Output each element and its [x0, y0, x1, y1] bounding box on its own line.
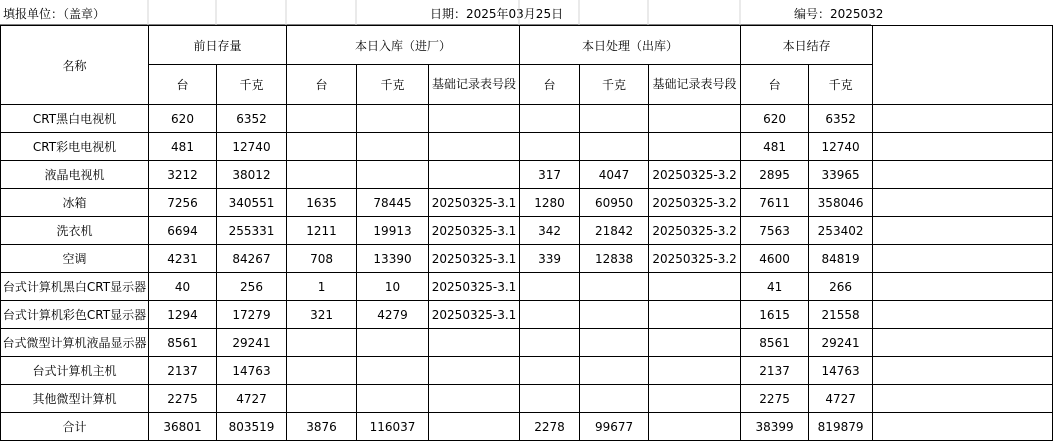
in-kg-cell[interactable]: [357, 105, 429, 133]
out-count-cell[interactable]: [520, 133, 580, 161]
item-name-cell[interactable]: 其他微型计算机: [1, 385, 149, 413]
out-record-cell[interactable]: 20250325-3.2: [649, 161, 741, 189]
out-kg-cell[interactable]: 4047: [580, 161, 649, 189]
end-count-cell[interactable]: 7563: [741, 217, 809, 245]
out-count-cell[interactable]: [520, 301, 580, 329]
in-record-cell[interactable]: [429, 357, 520, 385]
end-kg-header: 千克: [809, 65, 873, 105]
inventory-table: [0, 25, 1053, 441]
in-record-cell[interactable]: [429, 413, 520, 441]
number-label: 编号：2025032: [794, 7, 884, 21]
table-row: [1, 413, 1053, 441]
prev-kg-header: 千克: [217, 65, 287, 105]
out-count-cell[interactable]: [520, 105, 580, 133]
table-row: [1, 189, 1053, 217]
col-end-header: 本日结存: [741, 26, 873, 65]
end-kg-cell[interactable]: 21558: [809, 301, 873, 329]
out-record-cell[interactable]: 20250325-3.2: [649, 245, 741, 273]
prev-count-cell[interactable]: 4231: [149, 245, 217, 273]
in-count-cell[interactable]: 1: [287, 273, 357, 301]
out-record-cell[interactable]: [649, 105, 741, 133]
prev-kg-cell[interactable]: 255331: [217, 217, 287, 245]
in-count-header: 台: [287, 65, 357, 105]
in-kg-cell[interactable]: 19913: [357, 217, 429, 245]
in-count-cell[interactable]: 708: [287, 245, 357, 273]
col-in-header: 本日入库（进厂）: [287, 26, 520, 65]
out-record-cell[interactable]: [649, 385, 741, 413]
col-name-header: 名称: [1, 26, 149, 105]
item-name-cell[interactable]: 台式计算机主机: [1, 357, 149, 385]
end-kg-cell[interactable]: 253402: [809, 217, 873, 245]
end-kg-cell[interactable]: 84819: [809, 245, 873, 273]
in-count-cell[interactable]: 1635: [287, 189, 357, 217]
prev-count-header: 台: [149, 65, 217, 105]
prev-kg-cell[interactable]: 803519: [217, 413, 287, 441]
end-kg-cell[interactable]: 358046: [809, 189, 873, 217]
item-name-cell[interactable]: CRT彩电电视机: [1, 133, 149, 161]
out-count-cell[interactable]: [520, 385, 580, 413]
in-kg-cell[interactable]: [357, 385, 429, 413]
prev-count-cell[interactable]: 620: [149, 105, 217, 133]
in-count-cell[interactable]: [287, 161, 357, 189]
end-kg-cell[interactable]: 6352: [809, 105, 873, 133]
in-count-cell[interactable]: 3876: [287, 413, 357, 441]
out-kg-cell[interactable]: 60950: [580, 189, 649, 217]
item-name-cell[interactable]: CRT黑白电视机: [1, 105, 149, 133]
table-row: [1, 217, 1053, 245]
out-count-cell[interactable]: 1280: [520, 189, 580, 217]
end-count-header: 台: [741, 65, 809, 105]
end-kg-cell[interactable]: 4727: [809, 385, 873, 413]
prev-kg-cell[interactable]: 256: [217, 273, 287, 301]
table-row: [1, 105, 1053, 133]
overflow-cell[interactable]: [873, 133, 1053, 161]
in-record-cell[interactable]: 20250325-3.1: [429, 273, 520, 301]
table-row: [1, 357, 1053, 385]
in-kg-cell[interactable]: 78445: [357, 189, 429, 217]
col-prev-header: 前日存量: [149, 26, 287, 65]
prev-count-cell[interactable]: 6694: [149, 217, 217, 245]
out-kg-cell[interactable]: 12838: [580, 245, 649, 273]
prev-kg-cell[interactable]: 12740: [217, 133, 287, 161]
item-name-cell[interactable]: 液晶电视机: [1, 161, 149, 189]
in-kg-cell[interactable]: 13390: [357, 245, 429, 273]
end-kg-cell[interactable]: 819879: [809, 413, 873, 441]
in-kg-cell[interactable]: [357, 161, 429, 189]
end-count-cell[interactable]: 481: [741, 133, 809, 161]
in-count-cell[interactable]: [287, 329, 357, 357]
end-count-cell[interactable]: 1615: [741, 301, 809, 329]
overflow-cell[interactable]: [873, 245, 1053, 273]
out-record-cell[interactable]: 20250325-3.2: [649, 189, 741, 217]
in-record-header: 基础记录表号段: [429, 65, 520, 105]
out-count-cell[interactable]: [520, 329, 580, 357]
out-record-cell[interactable]: [649, 413, 741, 441]
prev-count-cell[interactable]: 40: [149, 273, 217, 301]
in-record-cell[interactable]: 20250325-3.1: [429, 217, 520, 245]
prev-count-cell[interactable]: 7256: [149, 189, 217, 217]
overflow-cell[interactable]: [873, 217, 1053, 245]
end-kg-cell[interactable]: 266: [809, 273, 873, 301]
in-record-cell[interactable]: 20250325-3.1: [429, 189, 520, 217]
out-kg-cell[interactable]: [580, 329, 649, 357]
in-count-cell[interactable]: [287, 133, 357, 161]
out-count-cell[interactable]: [520, 357, 580, 385]
out-kg-cell[interactable]: [580, 385, 649, 413]
in-record-cell[interactable]: 20250325-3.1: [429, 245, 520, 273]
item-name-cell[interactable]: 台式微型计算机液晶显示器: [1, 329, 149, 357]
out-kg-cell[interactable]: [580, 301, 649, 329]
prev-count-cell[interactable]: 36801: [149, 413, 217, 441]
prev-kg-cell[interactable]: 29241: [217, 329, 287, 357]
prev-count-cell[interactable]: 2275: [149, 385, 217, 413]
end-count-cell[interactable]: 2275: [741, 385, 809, 413]
overflow-column: [873, 26, 1053, 105]
end-kg-cell[interactable]: 33965: [809, 161, 873, 189]
in-record-cell[interactable]: [429, 105, 520, 133]
out-count-cell[interactable]: 339: [520, 245, 580, 273]
end-count-cell[interactable]: 41: [741, 273, 809, 301]
out-kg-cell[interactable]: [580, 105, 649, 133]
out-kg-cell[interactable]: 21842: [580, 217, 649, 245]
end-kg-cell[interactable]: 29241: [809, 329, 873, 357]
out-record-header: 基础记录表号段: [649, 65, 741, 105]
end-count-cell[interactable]: 620: [741, 105, 809, 133]
end-count-cell[interactable]: 8561: [741, 329, 809, 357]
overflow-cell[interactable]: [873, 357, 1053, 385]
in-count-cell[interactable]: [287, 385, 357, 413]
in-record-cell[interactable]: [429, 329, 520, 357]
out-record-cell[interactable]: [649, 273, 741, 301]
out-record-cell[interactable]: [649, 133, 741, 161]
in-kg-cell[interactable]: 10: [357, 273, 429, 301]
in-kg-cell[interactable]: [357, 133, 429, 161]
table-row: [1, 245, 1053, 273]
out-record-cell[interactable]: [649, 329, 741, 357]
prev-kg-cell[interactable]: 84267: [217, 245, 287, 273]
overflow-cell[interactable]: [873, 189, 1053, 217]
in-kg-cell[interactable]: 4279: [357, 301, 429, 329]
out-kg-header: 千克: [580, 65, 649, 105]
out-count-cell[interactable]: 2278: [520, 413, 580, 441]
in-count-cell[interactable]: 1211: [287, 217, 357, 245]
out-kg-cell[interactable]: 99677: [580, 413, 649, 441]
in-record-cell[interactable]: [429, 385, 520, 413]
out-count-cell[interactable]: 317: [520, 161, 580, 189]
end-count-cell[interactable]: 38399: [741, 413, 809, 441]
overflow-cell[interactable]: [873, 273, 1053, 301]
in-kg-cell[interactable]: [357, 329, 429, 357]
out-kg-cell[interactable]: [580, 357, 649, 385]
prev-kg-cell[interactable]: 14763: [217, 357, 287, 385]
in-kg-header: 千克: [357, 65, 429, 105]
prev-kg-cell[interactable]: 38012: [217, 161, 287, 189]
in-record-cell[interactable]: [429, 133, 520, 161]
out-kg-cell[interactable]: [580, 133, 649, 161]
col-out-header: 本日处理（出库）: [520, 26, 741, 65]
table-row: [1, 329, 1053, 357]
out-count-cell[interactable]: 342: [520, 217, 580, 245]
table-body: [1, 105, 1053, 441]
prev-count-cell[interactable]: 8561: [149, 329, 217, 357]
prev-kg-cell[interactable]: 4727: [217, 385, 287, 413]
overflow-cell[interactable]: [873, 413, 1053, 441]
prev-count-cell[interactable]: 1294: [149, 301, 217, 329]
prev-kg-cell[interactable]: 17279: [217, 301, 287, 329]
overflow-cell[interactable]: [873, 301, 1053, 329]
end-count-cell[interactable]: 2895: [741, 161, 809, 189]
item-name-cell[interactable]: 洗衣机: [1, 217, 149, 245]
in-kg-cell[interactable]: 116037: [357, 413, 429, 441]
header-row-1: [1, 26, 1053, 65]
end-kg-cell[interactable]: 14763: [809, 357, 873, 385]
table-row: [1, 273, 1053, 301]
in-kg-cell[interactable]: [357, 357, 429, 385]
prev-count-cell[interactable]: 2137: [149, 357, 217, 385]
table-row: [1, 301, 1053, 329]
overflow-cell[interactable]: [873, 385, 1053, 413]
item-name-cell[interactable]: 空调: [1, 245, 149, 273]
overflow-cell[interactable]: [873, 329, 1053, 357]
item-name-cell[interactable]: 台式计算机彩色CRT显示器: [1, 301, 149, 329]
unit-label: 填报单位：（盖章）: [3, 7, 106, 21]
prev-count-cell[interactable]: 3212: [149, 161, 217, 189]
report-header-row: [0, 0, 884, 25]
in-count-cell[interactable]: [287, 105, 357, 133]
item-name-cell[interactable]: 台式计算机黑白CRT显示器: [1, 273, 149, 301]
table-row: [1, 385, 1053, 413]
prev-kg-cell[interactable]: 340551: [217, 189, 287, 217]
end-kg-cell[interactable]: 12740: [809, 133, 873, 161]
out-count-header: 台: [520, 65, 580, 105]
out-record-cell[interactable]: 20250325-3.2: [649, 217, 741, 245]
out-record-cell[interactable]: [649, 301, 741, 329]
end-count-cell[interactable]: 2137: [741, 357, 809, 385]
table-row: [1, 133, 1053, 161]
out-count-cell[interactable]: [520, 273, 580, 301]
prev-count-cell[interactable]: 481: [149, 133, 217, 161]
item-name-cell[interactable]: 合计: [1, 413, 149, 441]
prev-kg-cell[interactable]: 6352: [217, 105, 287, 133]
overflow-cell[interactable]: [873, 105, 1053, 133]
end-count-cell[interactable]: 4600: [741, 245, 809, 273]
in-count-cell[interactable]: [287, 357, 357, 385]
in-record-cell[interactable]: [429, 161, 520, 189]
out-record-cell[interactable]: [649, 357, 741, 385]
overflow-cell[interactable]: [873, 161, 1053, 189]
table-row: [1, 161, 1053, 189]
date-label: 日期：2025年03月25日: [430, 7, 564, 21]
end-count-cell[interactable]: 7611: [741, 189, 809, 217]
out-kg-cell[interactable]: [580, 273, 649, 301]
in-record-cell[interactable]: 20250325-3.1: [429, 301, 520, 329]
item-name-cell[interactable]: 冰箱: [1, 189, 149, 217]
in-count-cell[interactable]: 321: [287, 301, 357, 329]
